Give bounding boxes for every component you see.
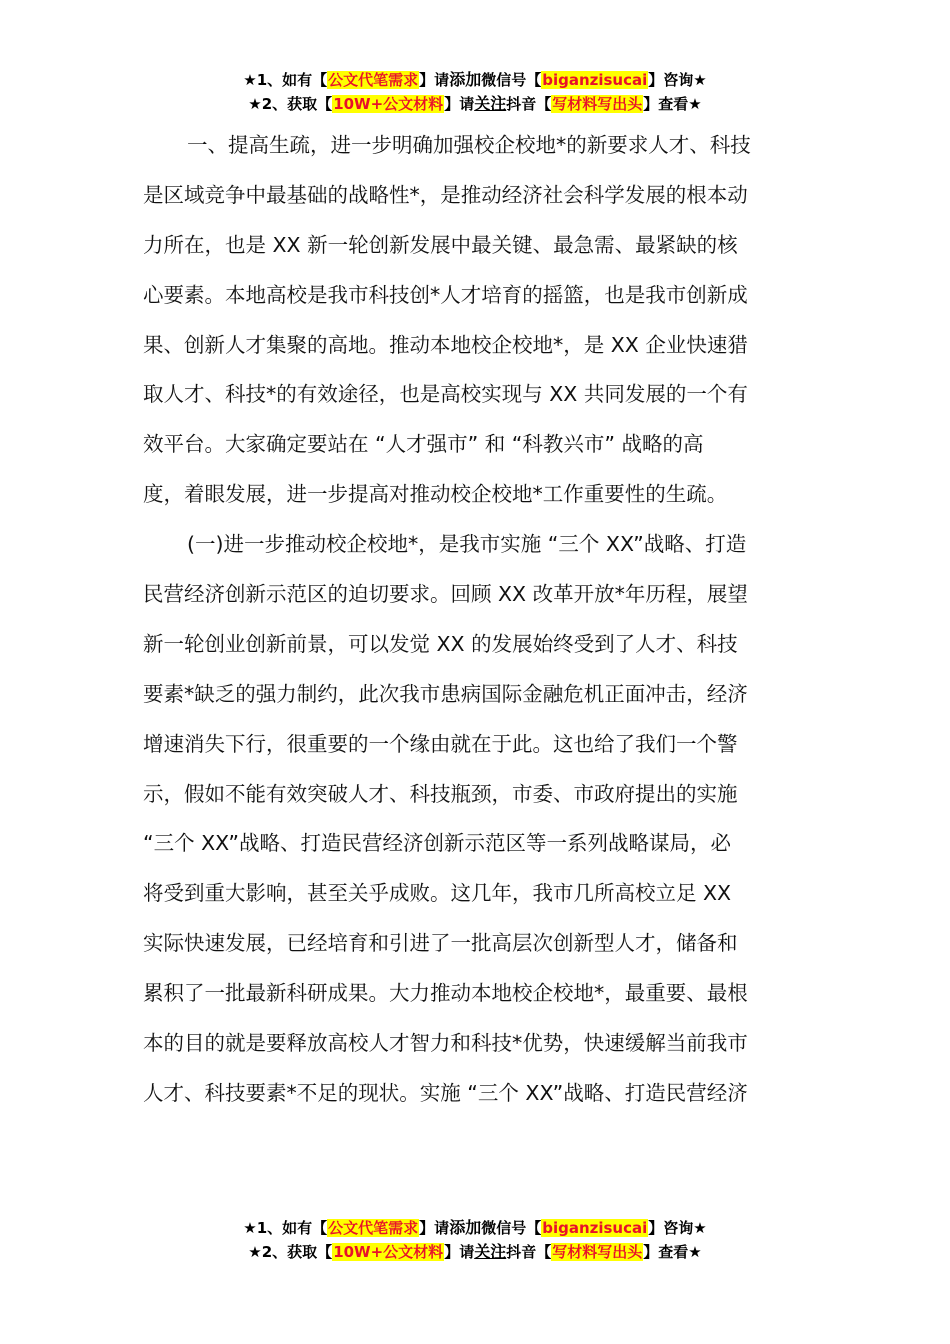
text-line: 示，假如不能有效突破人才、科技瓶颈，市委、市政府提出的实施 bbox=[143, 781, 738, 806]
paragraph-1 bbox=[143, 121, 807, 520]
banner-emphasis: 添加 bbox=[449, 70, 482, 89]
text-line: 力所在，也是 XX 新一轮创新发展中最关键、最急需、最紧缺的核 bbox=[143, 232, 738, 257]
wechat-id-highlight: biganzisucai bbox=[542, 71, 648, 89]
text-line: 增速消失下行，很重要的一个缘由就在于此。这也给了我们一个警 bbox=[143, 731, 738, 756]
footer-banner bbox=[0, 1216, 950, 1264]
banner-text: 】查看★ bbox=[643, 95, 702, 113]
text-line: 度，着眼发展，进一步提高对推动校企校地*工作重要性的生疏。 bbox=[143, 482, 728, 507]
header-banner bbox=[0, 68, 950, 116]
banner-text: 】咨询★ bbox=[648, 1219, 707, 1237]
banner-text: ★1、如有【 bbox=[243, 1219, 328, 1237]
banner-text: 】查看★ bbox=[643, 1243, 702, 1261]
banner-highlight: 10W+公文材料 bbox=[333, 1243, 444, 1261]
banner-emphasis: 关注 bbox=[474, 94, 507, 113]
banner-text: 】请 bbox=[444, 1243, 475, 1261]
banner-text: ★1、如有【 bbox=[243, 71, 328, 89]
banner-text: 】咨询★ bbox=[648, 71, 707, 89]
text-line: 将受到重大影响，甚至关乎成败。这几年，我市几所高校立足 XX bbox=[143, 881, 732, 906]
banner-text: 】请 bbox=[419, 1219, 450, 1237]
document-body bbox=[143, 121, 807, 1119]
text-line: 果、创新人才集聚的高地。推动本地校企校地*，是 XX 企业快速猎 bbox=[143, 332, 748, 357]
wechat-id-highlight: biganzisucai bbox=[542, 1219, 648, 1237]
text-line: 要素*缺乏的强力制约，此次我市患病国际金融危机正面冲击，经济 bbox=[143, 681, 748, 706]
banner-text: 抖音【 bbox=[506, 95, 552, 113]
banner-highlight: 公文代笔需求 bbox=[328, 1219, 419, 1237]
text-line: 民营经济创新示范区的迫切要求。回顾 XX 改革开放*年历程，展望 bbox=[143, 582, 748, 607]
banner-line-1 bbox=[0, 68, 950, 92]
text-line: 一、提高生疏，进一步明确加强校企校地*的新要求人才、科技 bbox=[187, 133, 751, 157]
text-line: 是区域竞争中最基础的战略性*，是推动经济社会科学发展的根本动 bbox=[143, 182, 748, 207]
banner-highlight: 写材料写出头 bbox=[552, 1243, 643, 1261]
banner-text: 】请 bbox=[444, 95, 475, 113]
banner-text: 微信号【 bbox=[481, 1219, 542, 1237]
text-line: 心要素。本地高校是我市科技创*人才培育的摇篮，也是我市创新成 bbox=[143, 282, 748, 307]
text-line: 新一轮创业创新前景，可以发觉 XX 的发展始终受到了人才、科技 bbox=[143, 631, 738, 656]
text-line: 取人才、科技*的有效途径，也是高校实现与 XX 共同发展的一个有 bbox=[143, 382, 748, 407]
banner-highlight: 10W+公文材料 bbox=[333, 95, 444, 113]
banner-highlight: 公文代笔需求 bbox=[328, 71, 419, 89]
banner-emphasis: 添加 bbox=[449, 1218, 482, 1237]
banner-line-2 bbox=[0, 92, 950, 116]
text-line: “三个 XX”战略、打造民营经济创新示范区等一系列战略谋局，必 bbox=[143, 831, 732, 856]
text-line: 累积了一批最新科研成果。大力推动本地校企校地*，最重要、最根 bbox=[143, 981, 748, 1006]
text-line: 人才、科技要素*不足的现状。实施 “三个 XX”战略、打造民营经济 bbox=[143, 1080, 748, 1105]
banner-text: 】请 bbox=[419, 71, 450, 89]
banner-line-2 bbox=[0, 1240, 950, 1264]
text-line: 本的目的就是要释放高校人才智力和科技*优势，快速缓解当前我市 bbox=[143, 1031, 748, 1056]
banner-text: ★2、获取【 bbox=[248, 95, 333, 113]
banner-text: 抖音【 bbox=[506, 1243, 552, 1261]
banner-emphasis: 关注 bbox=[474, 1242, 507, 1261]
text-line: 实际快速发展，已经培育和引进了一批高层次创新型人才，储备和 bbox=[143, 931, 738, 956]
banner-line-1 bbox=[0, 1216, 950, 1240]
paragraph-2 bbox=[143, 520, 807, 1119]
banner-text: ★2、获取【 bbox=[248, 1243, 333, 1261]
banner-text: 微信号【 bbox=[481, 71, 542, 89]
text-line: 效平台。大家确定要站在 “人才强市” 和 “科教兴市” 战略的高 bbox=[143, 432, 704, 457]
banner-highlight: 写材料写出头 bbox=[552, 95, 643, 113]
text-line: (一)进一步推动校企校地*，是我市实施 “三个 XX”战略、打造 bbox=[187, 532, 747, 557]
